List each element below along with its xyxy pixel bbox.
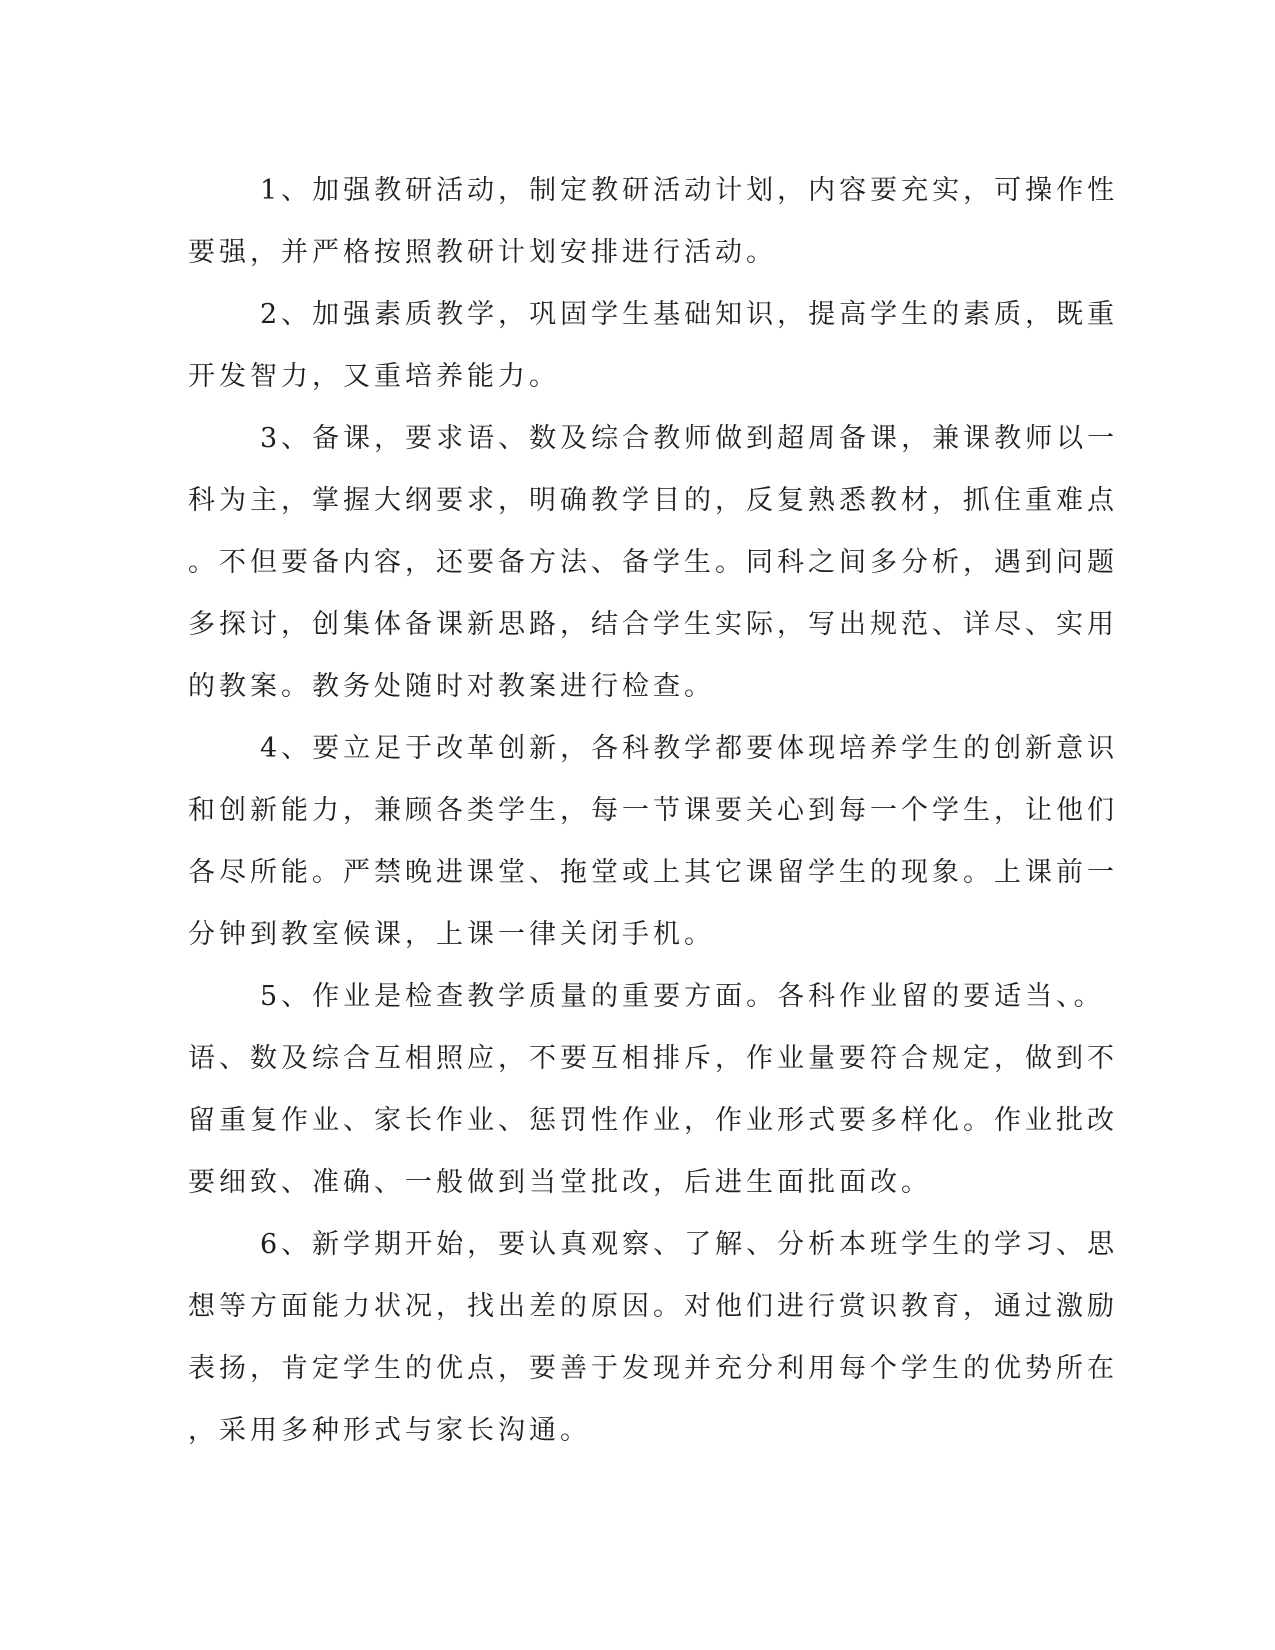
paragraph-5-line-2: 语、数及综合互相照应，不要互相排斥，作业量要符合规定，做到不: [188, 1043, 1118, 1074]
paragraph-3-line-3: 。不但要备内容，还要备方法、备学生。同科之间多分析，遇到问题: [188, 547, 1118, 578]
paragraph-3-line-1: 3、备课，要求语、数及综合教师做到超周备课，兼课教师以一: [260, 423, 1119, 454]
paragraph-5-line-1: 5、作业是检查教学质量的重要方面。各科作业留的要适当、。: [260, 981, 1105, 1012]
paragraph-6-line-3: 表扬，肯定学生的优点，要善于发现并充分利用每个学生的优势所在: [188, 1353, 1118, 1384]
paragraph-3-line-2: 科为主，掌握大纲要求，明确教学目的，反复熟悉教材，抓住重难点: [188, 485, 1118, 516]
paragraph-3-line-4: 多探讨，创集体备课新思路，结合学生实际，写出规范、详尽、实用: [188, 609, 1118, 640]
paragraph-4-line-4: 分钟到教室候课，上课一律关闭手机。: [188, 919, 715, 950]
paragraph-4-line-3: 各尽所能。严禁晚进课堂、拖堂或上其它课留学生的现象。上课前一: [188, 857, 1118, 888]
paragraph-1-line-1: 1、加强教研活动，制定教研活动计划，内容要充实，可操作性: [260, 175, 1119, 206]
paragraph-5-line-4: 要细致、准确、一般做到当堂批改，后进生面批面改。: [188, 1167, 932, 1198]
paragraph-5-line-3: 留重复作业、家长作业、惩罚性作业，作业形式要多样化。作业批改: [188, 1105, 1118, 1136]
paragraph-1-line-2: 要强，并严格按照教研计划安排进行活动。: [188, 237, 777, 268]
paragraph-3-line-5: 的教案。教务处随时对教案进行检查。: [188, 671, 715, 702]
paragraph-4-line-2: 和创新能力，兼顾各类学生，每一节课要关心到每一个学生，让他们: [188, 795, 1118, 826]
paragraph-4-line-1: 4、要立足于改革创新，各科教学都要体现培养学生的创新意识: [260, 733, 1119, 764]
paragraph-2-line-1: 2、加强素质教学，巩固学生基础知识，提高学生的素质，既重: [260, 299, 1119, 330]
paragraph-6-line-4: ，采用多种形式与家长沟通。: [188, 1415, 591, 1446]
document-body: [188, 160, 1119, 1462]
paragraph-6-line-2: 想等方面能力状况，找出差的原因。对他们进行赏识教育，通过激励: [188, 1291, 1118, 1322]
paragraph-2-line-2: 开发智力，又重培养能力。: [188, 361, 560, 392]
paragraph-6-line-1: 6、新学期开始，要认真观察、了解、分析本班学生的学习、思: [260, 1229, 1119, 1260]
